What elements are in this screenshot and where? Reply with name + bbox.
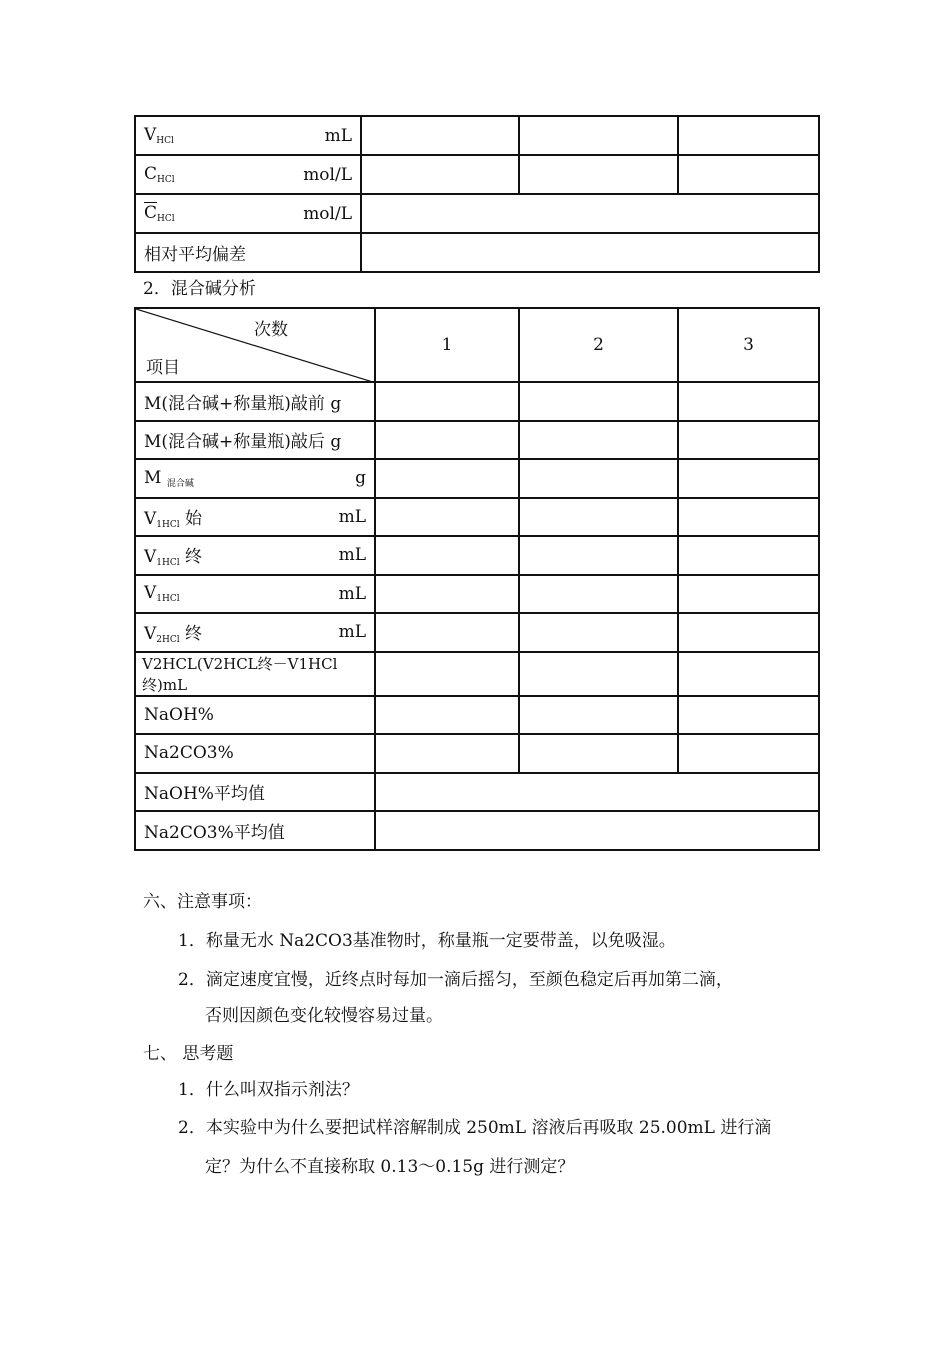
note-item-continuation: 否则因颜色变化较慢容易过量。 [205, 1006, 443, 1026]
data-cell [519, 459, 678, 498]
data-cell [678, 652, 819, 696]
table-row [135, 734, 819, 773]
titration-results-table [134, 115, 820, 273]
data-cell [519, 421, 678, 460]
data-cell [375, 734, 519, 773]
data-cell [519, 613, 678, 652]
data-cell [375, 696, 519, 735]
row-label: 相对平均偏差 [135, 233, 361, 272]
data-cell [678, 696, 819, 735]
notes-title: 六、注意事项： [143, 892, 262, 912]
data-cell [375, 613, 519, 652]
column-header: 1 [375, 308, 519, 382]
question-item: 2．本实验中为什么要把试样溶解制成 250mL 溶液后再吸取 25.00mL 进行滴 [178, 1118, 772, 1138]
data-cell [678, 575, 819, 614]
data-cell [361, 194, 819, 233]
data-cell [361, 155, 519, 194]
header-bottom-label: 项目 [146, 358, 180, 378]
table-row [135, 652, 819, 696]
row-label: NaOH% [135, 696, 375, 735]
table-row [135, 382, 819, 421]
question-item: 1．什么叫双指示剂法？ [178, 1080, 359, 1100]
data-cell [678, 536, 819, 575]
data-cell [519, 116, 678, 155]
data-cell [519, 382, 678, 421]
table-row [135, 421, 819, 460]
table-row [135, 233, 819, 272]
data-cell [678, 613, 819, 652]
data-cell [361, 233, 819, 272]
table-row [135, 575, 819, 614]
data-cell [678, 734, 819, 773]
data-cell [519, 498, 678, 537]
table-row [135, 613, 819, 652]
data-cell [361, 116, 519, 155]
data-cell [678, 382, 819, 421]
table-row [135, 498, 819, 537]
note-item: 1．称量无水 Na2CO3基准物时，称量瓶一定要带盖，以免吸湿。 [178, 931, 676, 951]
data-cell [375, 382, 519, 421]
row-label: $V_{1HCl}$ 终 mL [135, 536, 375, 575]
data-cell [519, 652, 678, 696]
row-label: $V_{1HCl}$ 始 mL [135, 498, 375, 537]
row-label: $C_{HCl}$ mol/L [135, 155, 361, 194]
data-cell [519, 536, 678, 575]
row-label: $V_{1HCl}$ mL [135, 575, 375, 614]
data-cell [678, 421, 819, 460]
row-label: $\overline{C}_{HCl}$ mol/L [135, 194, 361, 233]
data-cell [375, 811, 819, 850]
data-cell [678, 459, 819, 498]
data-cell [678, 116, 819, 155]
diagonal-header-cell [135, 308, 375, 382]
header-top-label: 次数 [254, 320, 288, 340]
data-cell [375, 773, 819, 812]
questions-title: 七、 思考题 [143, 1044, 234, 1064]
table-row [135, 155, 819, 194]
row-label: $V_{2HCl}$ 终 mL [135, 613, 375, 652]
data-cell [678, 155, 819, 194]
table-row [135, 811, 819, 850]
column-header: 3 [678, 308, 819, 382]
mixed-alkali-table [134, 307, 820, 851]
row-label: M(混合碱+称量瓶)敲后 g [135, 421, 375, 460]
row-label: V2HCL(V2HCL终－V1HCl 终)mL [135, 652, 375, 696]
row-label: NaOH%平均值 [135, 773, 375, 812]
table-row [135, 536, 819, 575]
row-label: M(混合碱+称量瓶)敲前 g [135, 382, 375, 421]
note-item: 2．滴定速度宜慢，近终点时每加一滴后摇匀，至颜色稳定后再加第二滴， [178, 970, 733, 990]
data-cell [519, 734, 678, 773]
section-title: 2．混合碱分析 [143, 279, 256, 299]
column-header: 2 [519, 308, 678, 382]
data-cell [678, 498, 819, 537]
row-label: Na2CO3% [135, 734, 375, 773]
table-row [135, 459, 819, 498]
data-cell [375, 575, 519, 614]
row-label: Na2CO3%平均值 [135, 811, 375, 850]
data-cell [375, 498, 519, 537]
row-label: M $_{混合碱}$ g [135, 459, 375, 498]
table-row [135, 696, 819, 735]
table-header-row [135, 308, 819, 382]
data-cell [375, 652, 519, 696]
data-cell [519, 155, 678, 194]
data-cell [375, 536, 519, 575]
data-cell [375, 421, 519, 460]
data-cell [519, 575, 678, 614]
data-cell [519, 696, 678, 735]
table-row [135, 194, 819, 233]
table-row [135, 773, 819, 812]
row-label: $V_{HCl}$ mL [135, 116, 361, 155]
table-row [135, 116, 819, 155]
question-item-continuation: 定？为什么不直接称取 0.13～0.15g 进行测定？ [205, 1157, 575, 1177]
data-cell [375, 459, 519, 498]
